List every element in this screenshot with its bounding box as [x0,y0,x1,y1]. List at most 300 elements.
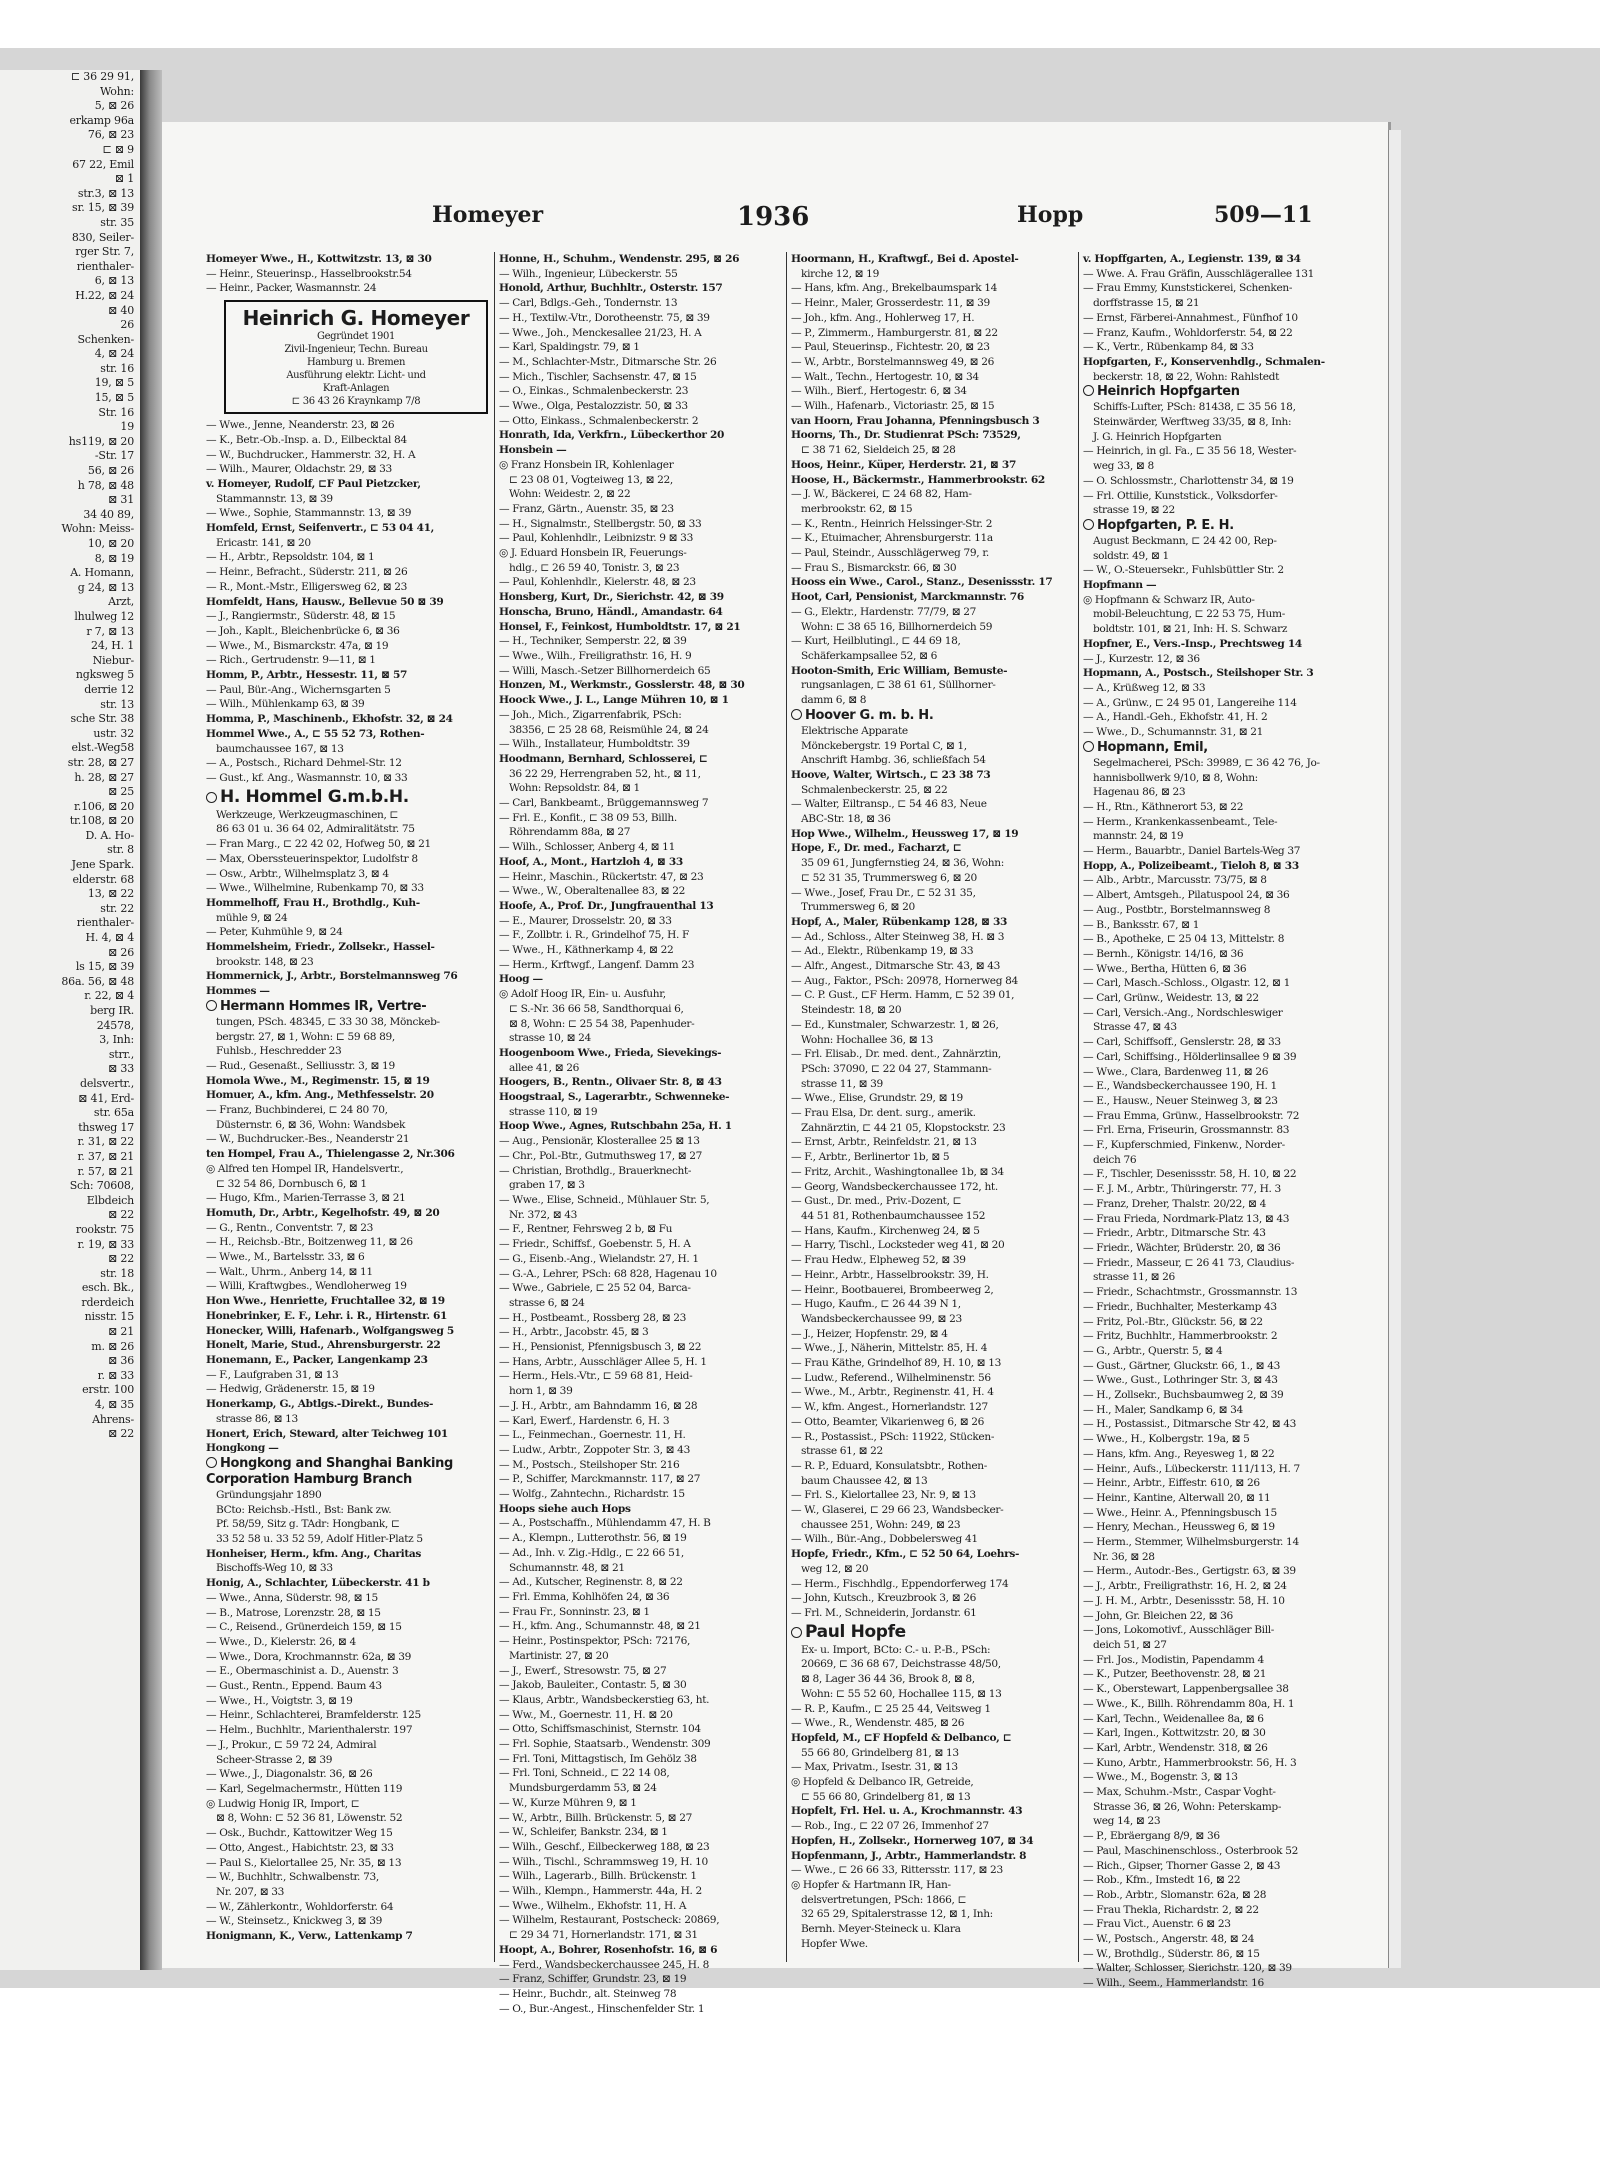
left-page-line: ⊠ 22 [108,1427,134,1441]
directory-entry: ABC-Str. 18, ⊠ 36 [801,813,891,826]
directory-entry: — Gust., kf. Ang., Wasmannstr. 10, ⊠ 33 [206,771,408,784]
directory-entry: — Max, Oberssteuerinspektor, Ludolfstr 8 [206,852,418,865]
directory-entry: ⊠ 8, Wohn: ⊏ 52 36 81, Löwenstr. 52 [216,1812,403,1825]
directory-entry: Hopfner, E., Vers.-Insp., Prechtsweg 14 [1083,637,1302,650]
directory-entry: — Wwe. A. Frau Gräfin, Ausschlägerallee 131 [1083,267,1315,280]
registered-circle-icon [791,1627,802,1638]
directory-entry: — O., Bur.-Angest., Hinschenfelder Str. 1 [499,2002,705,2015]
directory-entry: — Wwe., Wilhelm., Ekhofstr. 11, H. A [499,1899,687,1912]
directory-entry: — H., Arbtr., Repsoldstr. 104, ⊠ 1 [206,551,375,564]
directory-entry: strasse 11, ⊠ 26 [1093,1271,1175,1284]
left-page-line: 15, ⊠ 5 [94,391,134,405]
directory-entry: Trummersweg 6, ⊠ 20 [801,901,915,914]
left-page-line: ustr. 32 [93,726,134,740]
left-page-line: str. 22 [100,901,134,915]
registered-circle-icon [791,709,802,720]
directory-entry: Hon Wwe., Henriette, Fruchtallee 32, ⊠ 19 [206,1295,445,1308]
directory-entry: — H., Postbeamt., Rossberg 28, ⊠ 23 [499,1311,687,1324]
directory-entry: — Wwe., W., Oberaltenallee 83, ⊠ 22 [499,885,685,898]
left-page-line: ⊏ 36 29 91, [70,70,134,83]
directory-entry: — Frl. Emma, Kohlhöfen 24, ⊠ 36 [499,1590,670,1603]
directory-entry: — Ad., Inh. v. Zig.-Hdlg., ⊏ 22 66 51, [499,1546,684,1559]
directory-entry: strasse 11, ⊠ 39 [801,1077,883,1090]
directory-entry: Steinwärder, Werftweg 33/35, ⊠ 8, Inh: [1093,416,1292,429]
directory-entry: — Friedr., Schachtmstr., Grossmannstr. 13 [1083,1286,1298,1299]
directory-entry: — Hans, Kaufm., Kirchenweg 24, ⊠ 5 [791,1224,980,1237]
directory-entry: — Wwe., Olga, Pestalozzistr. 50, ⊠ 33 [499,400,688,413]
directory-entry: 33 52 58 u. 33 52 59, Adolf Hitler-Platz 5 [216,1533,423,1546]
directory-entry: Hommelhoff, Frau H., Brothdlg., Kuh- [206,896,420,909]
firm-name-text: Hermann Hommes IR, Vertre- [220,998,427,1014]
directory-entry: — Wilh., Tischl., Schrammsweg 19, H. 10 [499,1855,708,1868]
directory-entry: baumchaussee 167, ⊠ 13 [216,742,344,755]
directory-entry: — Rich., Gertrudenstr. 9—11, ⊠ 1 [206,654,376,667]
directory-entry: Hoops siehe auch Hops [499,1502,631,1515]
directory-entry: Hommel Wwe., A., ⊏ 55 52 73, Rothen- [206,727,425,740]
left-page-line: elst.-Weg58 [71,741,134,755]
left-page-line: rderdeich [81,1295,134,1309]
column-1 [202,252,494,1962]
directory-entry: Fuhlsb., Heschredder 23 [216,1045,342,1058]
directory-entry: — Wwe., J., Diagonalstr. 36, ⊠ 26 [206,1768,373,1781]
left-page-line: 4, ⊠ 24 [94,347,134,361]
directory-entry: — Klaus, Arbtr., Wandsbeckerstieg 63, ht. [499,1693,710,1706]
directory-entry: Hoogenboom Wwe., Frieda, Sievekings- [499,1046,722,1059]
directory-entry: Honold, Arthur, Buchhltr., Osterstr. 157 [499,282,723,295]
directory-entry: — Friedr., Arbtr., Ditmarsche Str. 43 [1083,1227,1266,1240]
directory-entry: — Heinr., Maschin., Rückertstr. 47, ⊠ 23 [499,870,704,883]
directory-entry: — Gust., Rentn., Eppend. Baum 43 [206,1680,382,1693]
directory-entry: — Wilh., Bierf., Hertogestr. 6, ⊠ 34 [791,385,967,398]
directory-entry: Mundsburgerdamm 53, ⊠ 24 [509,1782,657,1795]
directory-entry: Honig, A., Schlachter, Lübeckerstr. 41 b [206,1577,430,1590]
directory-entry: 44 51 81, Rothenbaumchaussee 152 [801,1210,986,1222]
directory-entry: J. G. Heinrich Hopfgarten [1093,430,1222,443]
directory-entry: — J., Kurzestr. 12, ⊠ 36 [1083,652,1200,665]
directory-entry: — L., Feinmechan., Goernestr. 11, H. [499,1429,686,1442]
directory-entry: — J., Prokur., ⊏ 59 72 24, Admiral [206,1738,377,1751]
directory-entry: Homma, P., Maschinenb., Ekhofstr. 32, ⊠ 24 [206,713,453,726]
directory-entry: ◎ Hopfmann & Schwarz IR, Auto- [1083,593,1255,606]
directory-entry: — Frl. Toni, Schneid., ⊏ 22 14 08, [499,1767,670,1780]
directory-entry: Hopfen, H., Zollsekr., Hornerweg 107, ⊠ 34 [791,1834,1034,1847]
directory-entry: — Heinr., Arbtr., Eiffestr. 610, ⊠ 26 [1083,1477,1260,1490]
directory-entry: — Friedr., Schiffsf., Goebenstr. 5, H. A [499,1238,691,1251]
left-page-line: r. 19, ⊠ 33 [77,1237,134,1251]
left-page-line: Wohn: Meiss- [61,522,134,536]
directory-entry: delsvertretungen, PSch: 1866, ⊏ [801,1893,967,1906]
directory-entry: — Heinr., Befracht., Süderstr. 211, ⊠ 26 [206,566,408,579]
left-page-line: Jene Spark. [71,858,134,872]
directory-entry: — R., Mont.-Mstr., Elligersweg 62, ⊠ 23 [206,580,408,593]
directory-entry: — H., Zollsekr., Buchsbaumweg 2, ⊠ 39 [1083,1389,1284,1402]
directory-entry: — A., Postsch., Richard Dehmel-Str. 12 [206,757,402,770]
directory-entry: Hoopt, A., Bohrer, Rosenhofstr. 16, ⊠ 6 [499,1943,718,1956]
directory-entry: — W., Arbtr., Billh. Brückenstr. 5, ⊠ 27 [499,1811,693,1824]
directory-entry: graben 17, ⊠ 3 [509,1179,585,1192]
advertisement-line: Ausführung elektr. Licht- und [286,370,426,382]
directory-entry: — F., Tischler, Desenissstr. 58, H. 10, ⊠ 22 [1083,1168,1297,1181]
directory-entry: — Herm., Krankenkassenbeamt., Tele- [1083,815,1278,828]
registered-circle-icon [206,1457,217,1468]
directory-entry: — Wwe., Joh., Menckesallee 21/23, H. A [499,326,702,339]
directory-entry: Bernh. Meyer-Steineck u. Klara [801,1923,961,1936]
directory-entry: ⊠ 8, Lager 36 44 36, Brook 8, ⊠ 8, [801,1673,975,1686]
directory-entry: Hoove, Walter, Wirtsch., ⊏ 23 38 73 [791,768,991,781]
directory-entry: ⊏ 52 31 35, Trummersweg 6, ⊠ 20 [801,871,977,884]
directory-entry: — Rud., Gesenaßt., Selliusstr. 3, ⊠ 19 [206,1059,395,1072]
directory-entry: Schmalenbeckerstr. 25, ⊠ 22 [801,783,948,796]
directory-entry: weg 14, ⊠ 23 [1093,1815,1161,1828]
left-page-line: str. 18 [100,1266,134,1280]
directory-entry: horn 1, ⊠ 39 [509,1385,573,1398]
firm-name-heading [1083,518,1364,534]
directory-entry: Hoog — [499,973,543,986]
directory-entry: — Osk., Buchdr., Kattowitzer Weg 15 [206,1827,393,1840]
directory-entry: ⊠ 8, Wohn: ⊏ 25 54 38, Papenhuder- [509,1017,695,1030]
directory-entry: — F., Zollbtr. i. R., Grindelhof 75, H. F [499,929,690,942]
directory-entry: — W., Zählerkontr., Wohldorferstr. 64 [206,1900,394,1913]
directory-entry: — F., Kupferschmied, Finkenw., Norder- [1083,1139,1285,1152]
directory-entry: — John, Kutsch., Kreuzbrook 3, ⊠ 26 [791,1592,977,1605]
directory-entry: deich 51, ⊠ 27 [1093,1638,1167,1651]
directory-entry: — Wwe., R., Wendenstr. 485, ⊠ 26 [791,1717,965,1730]
directory-entry: Hoof, A., Mont., Hartzloh 4, ⊠ 33 [499,855,683,868]
directory-entry: — P., Ebräergang 8/9, ⊠ 36 [1083,1830,1220,1843]
directory-entry: — Wwe., Clara, Bardenweg 11, ⊠ 26 [1083,1065,1269,1078]
directory-entry: — Wilh., Bür.-Ang., Dobbelersweg 41 [791,1533,978,1546]
left-page-line: 76, ⊠ 23 [87,128,134,142]
directory-entry: — Otto, Schiffsmaschinist, Sternstr. 104 [499,1723,701,1736]
directory-entry: Nr. 207, ⊠ 33 [216,1885,285,1898]
directory-entry: chaussee 251, Wohn: 249, ⊠ 23 [801,1518,961,1531]
directory-entry: — R., Postassist., PSch: 11922, Stücken- [791,1430,995,1443]
directory-entry: — E., Hausw., Neuer Steinweg 3, ⊠ 23 [1083,1094,1278,1107]
directory-entry: Wandsbeckerchaussee 99, ⊠ 23 [801,1312,962,1325]
left-page-line: 5, ⊠ 26 [94,99,134,113]
directory-entry: — Wolfg., Zahntechn., Richardstr. 15 [499,1488,685,1501]
directory-entry: — B., Banksstr. 67, ⊠ 1 [1083,918,1200,931]
directory-entry: — Wwe., ⊏ 26 66 33, Rittersstr. 117, ⊠ 23 [791,1864,1003,1877]
firm-name-text: H. Hommel G.m.b.H. [220,786,409,807]
directory-entry: beckerstr. 18, ⊠ 22, Wohn: Rahlstedt [1093,370,1280,383]
directory-entry: — W., Schleifer, Bankstr. 234, ⊠ 1 [499,1826,668,1839]
left-page-line: rienthaler- [76,916,134,930]
left-page-line: erkamp 96a [69,113,134,127]
directory-entry: — Wwe., D., Kielerstr. 26, ⊠ 4 [206,1635,356,1648]
directory-entry: — Osw., Arbtr., Wilhelmsplatz 3, ⊠ 4 [206,867,389,880]
directory-entry: mühle 9, ⊠ 24 [216,911,288,924]
directory-entry: — Wwe., Heinr. A., Pfenningsbusch 15 [1083,1506,1277,1519]
directory-entry: — C., Reisend., Grünerdeich 159, ⊠ 15 [206,1621,402,1634]
directory-entry: ◎ Adolf Hoog IR, Ein- u. Ausfuhr, [499,988,666,1001]
directory-entry: Hopfgarten, F., Konservenhdlg., Schmalen- [1083,355,1325,368]
directory-entry: Segelmacherei, PSch: 39989, ⊏ 36 42 76, Jo- [1093,756,1320,769]
left-page-line: r. ⊠ 33 [97,1368,134,1382]
directory-entry: — Walter, Schlosser, Sierichstr. 120, ⊠ 39 [1083,1962,1292,1975]
directory-entry: — Rob., Arbtr., Slomanstr. 62a, ⊠ 28 [1083,1888,1267,1901]
left-page-line: Ahrens- [92,1412,134,1426]
directory-entry: — Willi, Masch.-Setzer Billhornerdeich 65 [499,664,711,677]
directory-entry: Hoot, Carl, Pensionist, Marckmannstr. 76 [791,591,1024,604]
directory-entry: Hooton-Smith, Eric William, Bemuste- [791,664,1008,677]
advertisement-line: Hamburg u. Bremen [306,357,406,369]
directory-entry: boldtstr. 101, ⊠ 21, Inh: H. S. Schwarz [1093,623,1288,636]
directory-entry: tungen, PSch. 48345, ⊏ 33 30 38, Mönckeb- [216,1015,440,1028]
directory-entry: Steindestr. 18, ⊠ 20 [801,1004,902,1017]
directory-entry: — Frau Hedw., Elpheweg 52, ⊠ 39 [791,1254,966,1267]
left-page-line: 8, ⊠ 19 [94,551,134,565]
directory-entry: Hopf, A., Maler, Rübenkamp 128, ⊠ 33 [791,915,1008,928]
left-page-line: Arzt, [108,595,134,609]
directory-entry: Hoofe, A., Prof. Dr., Jungfrauenthal 13 [499,899,714,912]
directory-entry: — Carl, Versich.-Ang., Nordschleswiger [1083,1006,1283,1019]
directory-entry: — Wwe., Elise, Schneid., Mühlauer Str. 5, [499,1194,710,1206]
directory-entry: — Frau Frieda, Nordmark-Platz 13, ⊠ 43 [1083,1212,1290,1225]
directory-entry: Hoormann, H., Kraftwgf., Bei d. Apostel- [791,253,1019,265]
directory-entry: — F., Rentner, Fehrsweg 2 b, ⊠ Fu [499,1223,673,1236]
directory-entry: — W., O.-Steuersekr., Fuhlsbüttler Str. 2 [1083,564,1284,577]
directory-entry: — Wwe., K., Billh. Röhrendamm 80a, H. 1 [1083,1697,1295,1710]
directory-entry: — Carl, Masch.-Schloss., Olgastr. 12, ⊠ 1 [1083,977,1290,990]
directory-entry: — Carl, Schiffsoff., Genslerstr. 28, ⊠ 33 [1083,1036,1281,1049]
directory-entry: Ex- u. Import, BCto: C.- u. P.-B., PSch: [801,1643,991,1656]
book-gutter [140,70,162,1970]
directory-entry: Hopp, A., Polizeibeamt., Tieloh 8, ⊠ 33 [1083,859,1299,872]
directory-entry: — Frl. S., Kielortallee 23, Nr. 9, ⊠ 13 [791,1489,976,1502]
left-page-line: r. 31, ⊠ 22 [77,1135,134,1149]
directory-entry: — Franz, Schiffer, Grundstr. 23, ⊠ 19 [499,1973,687,1986]
directory-entry: Ericastr. 141, ⊠ 20 [216,536,311,549]
directory-entry: — Frau Thekla, Richardstr. 2, ⊠ 22 [1083,1903,1259,1916]
left-page-line: erstr. 100 [82,1383,134,1397]
directory-entry: Hope, F., Dr. med., Facharzt, ⊏ [791,842,962,855]
directory-entry: — G., Elektr., Hardenstr. 77/79, ⊠ 27 [791,605,977,618]
directory-entry: — Wwe., Gabriele, ⊏ 25 52 04, Barca- [499,1282,691,1295]
page-header [162,202,1388,242]
directory-entry: — Paul, Maschinenschloss., Osterbrook 52 [1083,1844,1299,1857]
directory-entry: — Henry, Mechan., Heussweg 6, ⊠ 19 [1083,1521,1275,1534]
directory-entry: Honert, Erich, Steward, alter Teichweg 101 [206,1427,448,1440]
directory-entry: — Walt., Techn., Hertogestr. 10, ⊠ 34 [791,370,979,383]
directory-entry: — Walter, Eiltransp., ⊏ 54 46 83, Neue [791,798,987,811]
left-page-line: Elbdeich [86,1193,134,1207]
directory-entry: Nr. 372, ⊠ 43 [509,1208,578,1221]
directory-entry: — Wwe., J., Näherin, Mittelstr. 85, H. 4 [791,1342,988,1355]
directory-entry: — Rob., Kfm., Imstedt 16, ⊠ 22 [1083,1874,1241,1887]
page-number: 509—11 [1214,202,1313,228]
directory-entry: Werkzeuge, Werkzeugmaschinen, ⊏ [216,808,399,821]
directory-entry: — F., Laufgraben 31, ⊠ 13 [206,1368,339,1381]
directory-entry: — Otto, Angest., Habichtstr. 23, ⊠ 33 [206,1841,394,1854]
directory-entry: — Frau Emma, Grünw., Hasselbrookstr. 72 [1083,1109,1300,1122]
left-page-line: H.22, ⊠ 24 [75,288,134,302]
directory-entry: — Fritz, Pol.-Btr., Glückstr. 56, ⊠ 22 [1083,1315,1263,1328]
directory-entry: — B., Matrose, Lorenzstr. 28, ⊠ 15 [206,1606,381,1619]
left-page-line: 56, ⊠ 26 [87,464,134,478]
firm-name-text: Hopfgarten, P. E. H. [1097,517,1234,533]
directory-entry: — Franz, Dreher, Thalstr. 20/22, ⊠ 4 [1083,1197,1266,1210]
registered-circle-icon [1083,741,1094,752]
directory-entry: — H., Rtn., Käthnerort 53, ⊠ 22 [1083,800,1244,813]
directory-entry: — Bernh., Königstr. 14/16, ⊠ 36 [1083,947,1244,960]
directory-entry: Hopfeld, M., ⊏F Hopfeld & Delbanco, ⊏ [791,1731,1012,1744]
directory-entry: Honemann, E., Packer, Langenkamp 23 [206,1354,428,1366]
directory-entry: Hoogstraal, S., Lagerarbtr., Schwenneke- [499,1091,730,1104]
directory-entry: Honecker, Willi, Hafenarb., Wolfgangsweg 5 [206,1324,454,1337]
left-page-line: delsvertr., [80,1076,134,1090]
directory-entry: — Christian, Brothdlg., Brauerknecht- [499,1164,692,1177]
directory-entry: Honigmann, K., Verw., Lattenkamp 7 [206,1930,413,1943]
left-page-line: m. ⊠ 26 [91,1339,134,1353]
directory-entry: ⊏ 55 66 80, Grindelberg 81, ⊠ 13 [801,1790,971,1803]
directory-entry: — W., Buchdrucker., Hammerstr. 32, H. A [206,448,416,461]
directory-entry: — H., Signalmstr., Stellbergstr. 50, ⊠ 33 [499,517,702,530]
directory-entry: — Ad., Elektr., Rübenkamp 19, ⊠ 33 [791,945,974,958]
directory-entry: ⊏ 23 08 01, Vogteiweg 13, ⊠ 22, [509,473,673,486]
directory-entry: Hopfelt, Frl. Hel. u. A., Krochmannstr. 43 [791,1805,1023,1818]
directory-entry: Mönckebergstr. 19 Portal C, ⊠ 1, [801,739,967,752]
directory-entry: — Heinr., Packer, Wasmannstr. 24 [206,282,377,295]
directory-entry: merbrookstr. 62, ⊠ 15 [801,502,913,515]
directory-entry: BCto: Reichsb.-Hstl., Bst: Bank zw. [216,1503,392,1516]
directory-entry: 36 22 29, Herrengraben 52, ht., ⊠ 11, [509,767,701,780]
directory-entry: — W., Steinsetz., Knickweg 3, ⊠ 39 [206,1915,383,1928]
directory-entry: — E., Obermaschinist a. D., Auenstr. 3 [206,1665,399,1678]
directory-entry: Hopfenmann, J., Arbtr., Hammerlandstr. 8 [791,1849,1027,1862]
directory-entry: — K., Betr.-Ob.-Insp. a. D., Eilbecktal 84 [206,433,407,446]
directory-entry: — W., Kurze Mühren 9, ⊠ 1 [499,1796,637,1809]
directory-entry: Honrath, Ida, Verkfrn., Lübeckerthor 20 [499,429,725,442]
directory-entry: Elektrische Apparate [801,724,908,737]
left-page-line: 10, ⊠ 20 [87,537,134,550]
directory-entry: van Hoorn, Frau Johanna, Pfenningsbusch 3 [791,414,1040,427]
directory-entry: baum Chaussee 42, ⊠ 13 [801,1474,928,1487]
left-page-line: ⊠ 31 [108,493,134,507]
directory-entry: — A., Klempn., Lutterothstr. 56, ⊠ 19 [499,1532,687,1545]
firm-name-text: Hoover G. m. b. H. [805,707,934,723]
firm-name-text: Hongkong and Shanghai Banking Corporation Hamburg Branch [206,1455,453,1487]
directory-entry: Gründungsjahr 1890 [216,1488,322,1501]
directory-entry: — Otto, Einkass., Schmalenbeckerstr. 2 [499,414,699,427]
directory-entry: — Wwe., H., Käthnerkamp 4, ⊠ 22 [499,944,674,957]
directory-entry: — Aug., Pensionär, Klosterallee 25 ⊠ 13 [499,1135,700,1148]
directory-entry: — G., Rentn., Conventstr. 7, ⊠ 23 [206,1221,374,1234]
advertisement-box [224,300,488,414]
directory-entry: — Herm., Stemmer, Wilhelmsburgerstr. 14 [1083,1536,1299,1549]
directory-entry: — Max, Privatm., Isestr. 31, ⊠ 13 [791,1761,958,1774]
directory-entry: — Wilh., Seem., Hammerlandstr. 16 [1083,1977,1264,1990]
firm-name-heading [791,1621,1072,1643]
left-page-line: 34 40 89, [83,507,134,521]
directory-entry: — Harry, Tischl., Locksteder weg 41, ⊠ 20 [791,1239,1005,1252]
directory-entry: — Alb., Arbtr., Marcusstr. 73/75, ⊠ 8 [1083,874,1267,887]
directory-entry: — Joh., kfm. Ang., Hohlerweg 17, H. [791,311,975,324]
directory-entry: — Wilh., Klempn., Hammerstr. 44a, H. 2 [499,1885,702,1898]
directory-entry: — Wilh., Lagerarb., Billh. Brückenstr. 1 [499,1870,697,1883]
directory-entry: — Frau Fr., Sonninstr. 23, ⊠ 1 [499,1605,650,1618]
directory-entry: — A., Postschaffn., Mühlendamm 47, H. B [499,1517,711,1530]
left-page-line: thsweg 17 [78,1120,134,1134]
directory-entry: — Jakob, Bauleiter., Contastr. 5, ⊠ 30 [499,1679,687,1692]
firm-name-text: Paul Hopfe [805,1621,906,1642]
directory-entry: — Wwe., H., Voigtstr. 3, ⊠ 19 [206,1694,353,1707]
directory-entry: Scheer-Strasse 2, ⊠ 39 [216,1753,333,1766]
directory-entry: Honheiser, Herm., kfm. Ang., Charitas [206,1547,421,1560]
left-page-line: rger Str. 7, [75,245,134,259]
directory-entry: — Heinr., Buchdr., alt. Steinweg 78 [499,1987,677,2000]
left-page-line: 3, Inh: [99,1033,134,1047]
directory-entry: — R. P., Eduard, Konsulatsbtr., Rothen- [791,1459,987,1472]
directory-entry: — Hans, kfm. Ang., Brekelbaumspark 14 [791,282,998,295]
left-page-line: h 78, ⊠ 48 [77,478,134,492]
directory-entry: — Kuno, Arbtr., Hammerbrookstr. 56, H. 3 [1083,1756,1297,1769]
directory-entry: hannisbollwerk 9/10, ⊠ 8, Wohn: [1093,771,1258,784]
directory-entry: — Wilhelm, Restaurant, Postscheck: 20869, [499,1914,720,1927]
directory-entry: Röhrendamm 88a, ⊠ 27 [509,826,631,839]
directory-entry: ten Hompel, Frau A., Thielengasse 2, Nr.306 [206,1148,455,1161]
directory-entry: — Heinr., Schlachterei, Bramfelderstr. 125 [206,1709,421,1722]
left-page-line: Niebur- [92,653,134,667]
directory-entry: allee 41, ⊠ 26 [509,1061,580,1074]
directory-entry: Strasse 47, ⊠ 43 [1093,1021,1177,1034]
left-page-line: lhulweg 12 [74,609,134,623]
registered-circle-icon [1083,385,1094,396]
directory-entry: — Heinr., Kantine, Alterwall 20, ⊠ 11 [1083,1491,1271,1504]
directory-entry: — Wwe., M., Bismarckstr. 47a, ⊠ 19 [206,639,389,652]
directory-entry: — Max, Schuhm.-Mstr., Caspar Voght- [1083,1786,1276,1799]
directory-entry: ◎ Hopfer & Hartmann IR, Han- [791,1878,951,1891]
directory-entry: — Franz, Gärtn., Auenstr. 35, ⊠ 23 [499,502,674,515]
directory-entry: August Beckmann, ⊏ 24 42 00, Rep- [1093,534,1277,547]
directory-entry: — Heinr., Arbtr., Hasselbrookstr. 39, H. [791,1268,989,1281]
directory-entry: — Wilh., Maurer, Oldachstr. 29, ⊠ 33 [206,463,392,476]
directory-entry: — G.-A., Lehrer, PSch: 68 828, Hagenau 10 [499,1267,717,1280]
page-edge [1388,130,1401,1968]
left-page-line: ngksweg 5 [75,668,134,682]
left-page-line: r. 57, ⊠ 21 [77,1164,134,1178]
directory-entry: — E., Maurer, Drosselstr. 20, ⊠ 33 [499,914,672,927]
directory-entry: Homola Wwe., M., Regimenstr. 15, ⊠ 19 [206,1074,430,1087]
directory-entry: — E., Wandsbeckerchaussee 190, H. 1 [1083,1080,1277,1093]
directory-entry: — Wwe., M., Bogenstr. 3, ⊠ 13 [1083,1771,1238,1784]
directory-entry: — K., Putzer, Beethovenstr. 28, ⊠ 21 [1083,1668,1267,1681]
directory-entry: Honne, H., Schuhm., Wendenstr. 295, ⊠ 26 [499,253,740,265]
left-page-line: tr.108, ⊠ 20 [69,814,134,828]
left-page-line: D. A. Ho- [85,828,134,842]
directory-entry: — J., Heizer, Hopfenstr. 29, ⊠ 4 [791,1327,948,1340]
directory-entry: — Wwe., M., Bartelsstr. 33, ⊠ 6 [206,1251,365,1264]
directory-entry: — Wwe., Anna, Süderstr. 98, ⊠ 15 [206,1591,378,1604]
left-page-line: str. 16 [100,361,134,375]
column-3 [786,252,1078,1962]
directory-entry: — Carl, Schiffsing., Hölderlinsallee 9 ⊠ 39 [1083,1050,1297,1063]
directory-page [162,122,1388,2015]
directory-entry: — M., Postsch., Steilshoper Str. 216 [499,1458,680,1471]
directory-entry: — John, Gr. Bleichen 22, ⊠ 36 [1083,1609,1233,1622]
directory-entry: Hoop Wwe., Agnes, Rutschbahn 25a, H. 1 [499,1120,732,1133]
directory-entry: — Hugo, Kfm., Marien-Terrasse 3, ⊠ 21 [206,1192,406,1205]
directory-entry: PSch: 37090, ⊏ 22 04 27, Stammann- [801,1062,992,1075]
directory-entry: strasse 61, ⊠ 22 [801,1445,883,1458]
directory-entry: Schumannstr. 48, ⊠ 21 [509,1561,625,1574]
directory-entry: — Heinrich, in gl. Fa., ⊏ 35 56 18, Wester- [1083,445,1297,458]
directory-entry: bergstr. 27, ⊠ 1, Wohn: ⊏ 59 68 89, [216,1030,395,1043]
directory-entry: — O. Schlossmstr., Charlottenstr 34, ⊠ 19 [1083,474,1294,487]
directory-entry: — W., Brothdlg., Süderstr. 86, ⊠ 15 [1083,1947,1260,1960]
directory-entry: — Willi, Kraftwgbes., Wendloherweg 19 [206,1280,407,1293]
directory-entry: — K., Vertr., Rübenkamp 84, ⊠ 33 [1083,341,1254,354]
